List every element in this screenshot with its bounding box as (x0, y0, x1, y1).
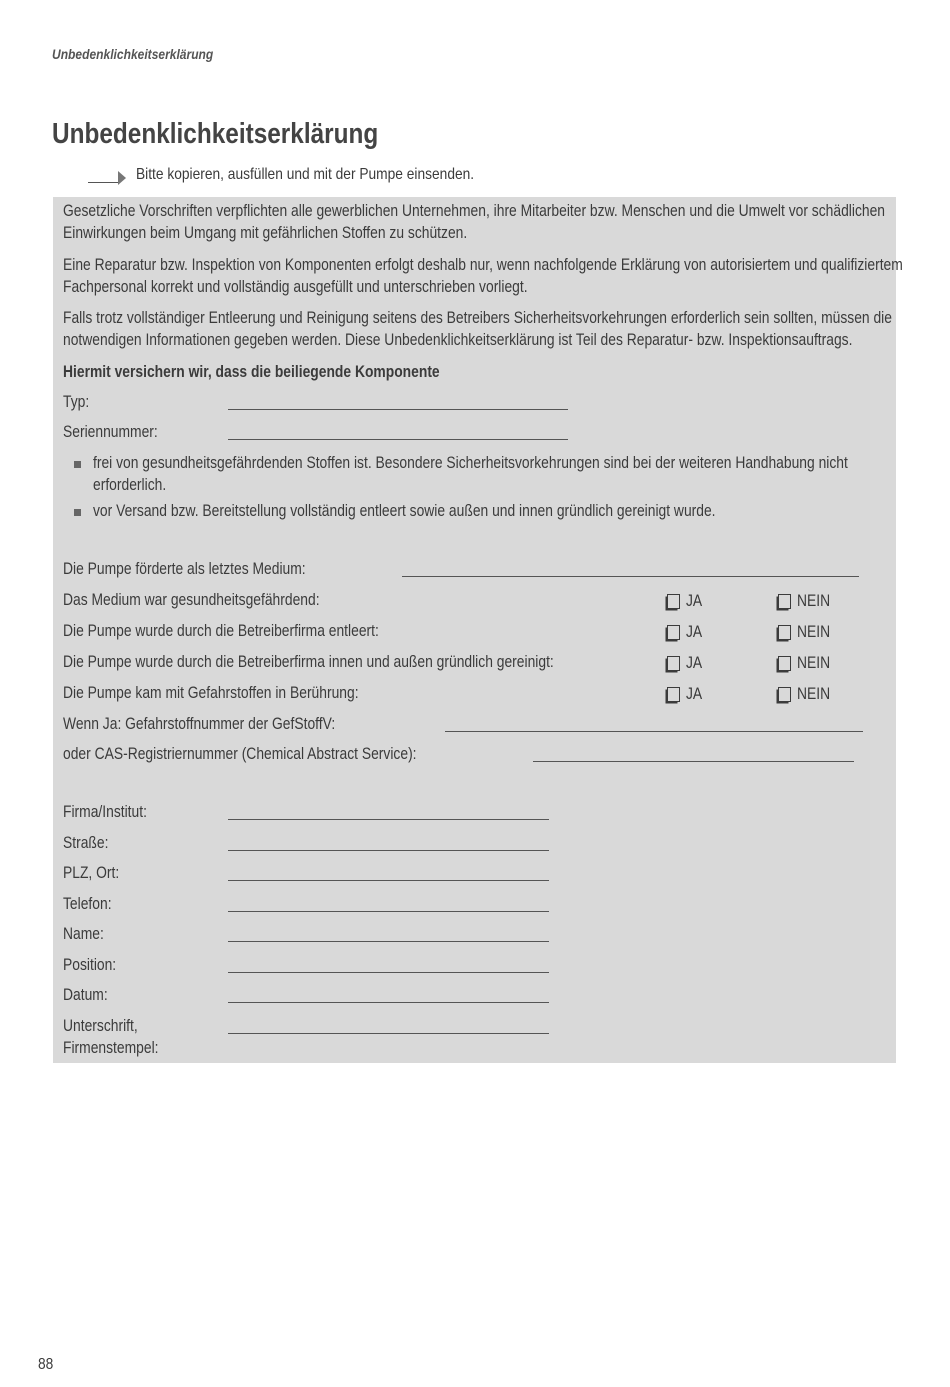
declaration-heading: Hiermit versichern wir, dass die beiliegende Komponente (63, 363, 440, 381)
checkbox-icon (778, 656, 791, 671)
type-label: Typ: (63, 393, 90, 411)
question-emptied-label: Die Pumpe wurde durch die Betreiberfirma entleert: (63, 622, 379, 640)
checkbox-yes-label: JA (686, 685, 703, 703)
page-title: Unbedenklichkeitserklärung (52, 118, 379, 150)
bullet-square-icon (74, 509, 81, 516)
name-field[interactable] (228, 941, 549, 942)
company-label: Firma/Institut: (63, 803, 147, 821)
intro-paragraph-3-line-1: Falls trotz vollständiger Entleerung und Reinigung seitens des Betreibers Sicherheitsvorkehrungen erforderlich sein sollten, müssen die (63, 309, 892, 327)
question-hazardous-contact-label: Die Pumpe kam mit Gefahrstoffen in Berührung: (63, 684, 359, 702)
street-field[interactable] (228, 850, 549, 851)
checkbox-icon (667, 656, 680, 671)
postal-city-label: PLZ, Ort: (63, 864, 120, 882)
signature-field[interactable] (228, 1033, 549, 1034)
checkbox-icon (667, 687, 680, 702)
intro-paragraph-1-line-2: Einwirkungen beim Umgang mit gefährlichen Stoffen zu schützen. (63, 224, 468, 242)
signature-label-line-2: Firmenstempel: (63, 1039, 159, 1057)
checkbox-icon (778, 625, 791, 640)
page-number: 88 (38, 1356, 54, 1373)
serial-number-field[interactable] (228, 439, 568, 440)
arrow-line-icon (88, 182, 118, 183)
gefstoff-number-field[interactable] (445, 731, 863, 732)
company-field[interactable] (228, 819, 549, 820)
running-header: Unbedenklichkeitserklärung (52, 46, 214, 62)
question-cleaned-label: Die Pumpe wurde durch die Betreiberfirma innen und außen gründlich gereinigt: (63, 653, 554, 671)
date-label: Datum: (63, 986, 108, 1004)
gefstoff-number-label: Wenn Ja: Gefahrstoffnummer der GefStoffV: (63, 715, 336, 733)
intro-paragraph-1-line-1: Gesetzliche Vorschriften verpflichten alle gewerblichen Unternehmen, ihre Mitarbeiter bzw. Menschen und die Umwelt vor schädlichen (63, 202, 886, 220)
checkbox-emptied-yes[interactable] (667, 621, 705, 643)
intro-paragraph-2-line-2: Fachpersonal korrekt und vollständig ausgefüllt und unterschrieben vorliegt. (63, 278, 528, 296)
checkbox-hazardous-yes[interactable] (667, 590, 705, 612)
question-hazardous-label: Das Medium war gesundheitsgefährdend: (63, 591, 320, 609)
postal-city-field[interactable] (228, 880, 549, 881)
cas-number-field[interactable] (533, 761, 854, 762)
phone-field[interactable] (228, 911, 549, 912)
last-medium-field[interactable] (402, 576, 859, 577)
checkbox-icon (778, 594, 791, 609)
intro-paragraph-3-line-2: notwendigen Informationen gegeben werden. Diese Unbedenklichkeitserklärung ist Teil des Reparatur- bzw. Inspektionsauftrags. (63, 331, 853, 349)
declaration-form (53, 197, 903, 1063)
name-label: Name: (63, 925, 104, 943)
checkbox-icon (667, 594, 680, 609)
bullet-1-line-1: frei von gesundheitsgefährdenden Stoffen ist. Besondere Sicherheitsvorkehrungen sind bei der weiteren Handhabung nicht (93, 454, 848, 472)
position-field[interactable] (228, 972, 549, 973)
cas-number-label: oder CAS-Registriernummer (Chemical Abstract Service): (63, 745, 417, 763)
checkbox-cleaned-no[interactable] (778, 652, 836, 674)
checkbox-no-label: NEIN (797, 654, 831, 672)
checkbox-hazardous-contact-no[interactable] (778, 683, 836, 705)
bullet-1-line-2: erforderlich. (93, 476, 167, 494)
instruction (88, 164, 529, 186)
serial-number-label: Seriennummer: (63, 423, 158, 441)
checkbox-no-label: NEIN (797, 623, 831, 641)
checkbox-yes-label: JA (686, 623, 703, 641)
checkbox-hazardous-no[interactable] (778, 590, 836, 612)
last-medium-label: Die Pumpe förderte als letztes Medium: (63, 560, 306, 578)
type-field[interactable] (228, 409, 568, 410)
checkbox-icon (778, 687, 791, 702)
checkbox-emptied-no[interactable] (778, 621, 836, 643)
instruction-text: Bitte kopieren, ausfüllen und mit der Pumpe einsenden. (136, 166, 475, 183)
checkbox-no-label: NEIN (797, 685, 831, 703)
position-label: Position: (63, 956, 117, 974)
checkbox-hazardous-contact-yes[interactable] (667, 683, 705, 705)
checkbox-yes-label: JA (686, 654, 703, 672)
bullet-2: vor Versand bzw. Bereitstellung vollständig entleert sowie außen und innen gründlich gereinigt wurde. (93, 502, 716, 520)
bullet-square-icon (74, 461, 81, 468)
checkbox-cleaned-yes[interactable] (667, 652, 705, 674)
checkbox-yes-label: JA (686, 592, 703, 610)
checkbox-no-label: NEIN (797, 592, 831, 610)
signature-label-line-1: Unterschrift, (63, 1017, 138, 1035)
checkbox-icon (667, 625, 680, 640)
date-field[interactable] (228, 1002, 549, 1003)
phone-label: Telefon: (63, 895, 112, 913)
intro-paragraph-2-line-1: Eine Reparatur bzw. Inspektion von Komponenten erfolgt deshalb nur, wenn nachfolgende Erklärung von autorisiertem und qualifiziertem (63, 256, 903, 274)
street-label: Straße: (63, 834, 109, 852)
arrow-right-icon (118, 171, 126, 185)
